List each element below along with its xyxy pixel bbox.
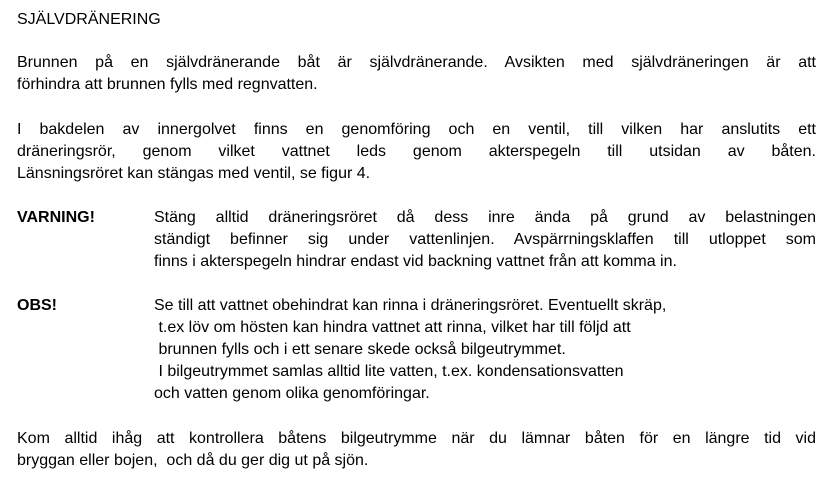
paragraph-line: bryggan eller bojen, och då du ger dig ut på sjön. <box>17 452 369 469</box>
note-line: och vatten genom olika genomföringar. <box>154 385 430 402</box>
paragraph-line: Kom alltid ihåg att kontrollera båtens bilgeutrymme när du lämnar båten för en längre tid vid <box>17 430 816 447</box>
warning-line: Stäng alltid dräneringsröret då dess inre ända på grund av belastningen <box>154 209 816 226</box>
note-line: brunnen fylls och i ett senare skede också bilgeutrymmet. <box>154 341 566 358</box>
paragraph-line: I bakdelen av innergolvet finns en genomföring och en ventil, till vilken har anslutits ett <box>17 121 816 138</box>
section-title: SJÄLVDRÄNERING <box>17 11 161 28</box>
note-line: t.ex löv om hösten kan hindra vattnet att rinna, vilket har till följd att <box>154 319 631 336</box>
warning-label: VARNING! <box>17 209 95 226</box>
warning-line: ständigt befinner sig under vattenlinjen. Avspärrningsklaffen till utloppet som <box>154 231 816 248</box>
paragraph-line: Länsningsröret kan stängas med ventil, se figur 4. <box>17 165 371 182</box>
note-line: Se till att vattnet obehindrat kan rinna i dräneringsröret. Eventuellt skräp, <box>154 297 667 314</box>
paragraph-line: förhindra att brunnen fylls med regnvatten. <box>17 76 318 93</box>
note-label: OBS! <box>17 297 57 314</box>
paragraph-line: dräneringsrör, genom vilket vattnet leds genom akterspegeln till utsidan av båten. <box>17 143 816 160</box>
warning-line: finns i akterspegeln hindrar endast vid backning vattnet från att komma in. <box>154 253 677 270</box>
paragraph-line: Brunnen på en självdränerande båt är självdränerande. Avsikten med självdräneringen är att <box>17 54 816 71</box>
note-line: I bilgeutrymmet samlas alltid lite vatten, t.ex. kondensationsvatten <box>154 363 624 380</box>
